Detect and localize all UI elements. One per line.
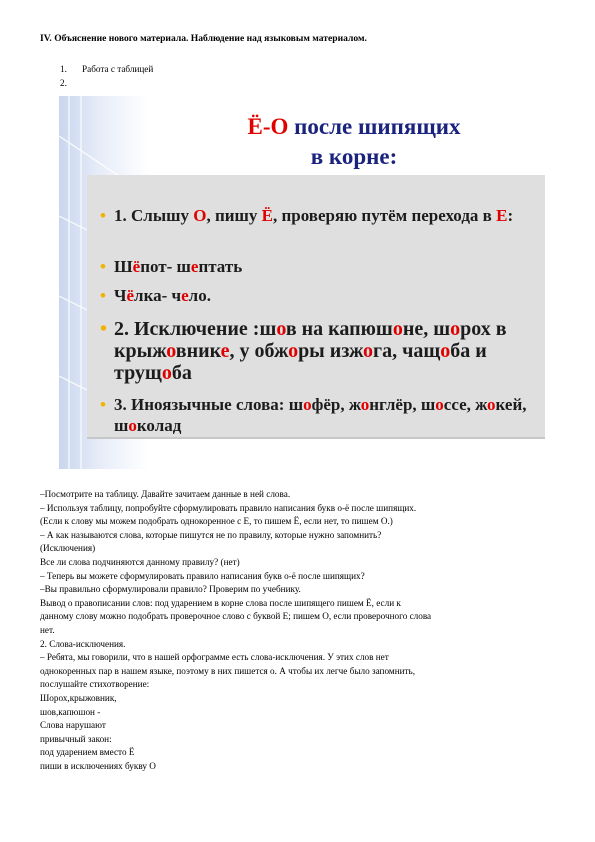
numbered-list [60, 62, 153, 90]
lesson-text [40, 488, 555, 773]
slide-title: Ё-О после шипящих в корне: [247, 114, 461, 169]
bullet-item: • 2. Исключение :шов на капюшоне, шорох в крыжовнике, у обжоры изжога, чащоба и трущоба [100, 318, 507, 384]
bullet-icon: • [100, 286, 106, 305]
bullet-icon: • [100, 395, 106, 414]
text-line: –Посмотрите на таблицу. Давайте зачитаем данные в ней слова. [40, 489, 291, 499]
text-line: (Исключения) [40, 543, 96, 554]
bullet-item: • 1. Слышу О, пишу Ё, проверяю путём перехода в Е: [100, 206, 514, 225]
bullet-icon: • [100, 318, 108, 340]
text-line: – Ребята, мы говорили, что в нашей орфограмме есть слова-исключения. У этих слов нет [40, 652, 389, 663]
bullet-item: • Чёлка- чело. [100, 286, 211, 305]
text-line: под ударением вместо Ё [40, 747, 135, 758]
text-line: нет. [40, 624, 55, 635]
rules-panel [87, 175, 545, 439]
text-line: шов,капюшон - [40, 706, 101, 717]
text-line: однокоренных пар в нашем языке, поэтому в них пишется о. А чтобы их легче было запомнить, [40, 665, 416, 676]
text-line: Вывод о правописании слов: под ударением в корне слова после шипящего пишем Ё, если к [40, 597, 401, 608]
text-line: – Теперь вы можете сформулировать правило написания букв о-ё после шипящих? [40, 570, 365, 581]
bullet-item: • 3. Иноязычные слова: шофёр, жонглёр, шоссе, жокей, шоколад [100, 395, 527, 435]
list-item: 2. [60, 78, 67, 88]
text-line: Все ли слова подчиняются данному правилу? (нет) [40, 556, 240, 567]
text-line: – Используя таблицу, попробуйте сформулировать правило написания букв о-ё после шипящих. [40, 502, 417, 513]
text-line: привычный закон: [40, 733, 112, 744]
list-item: 1. Работа с таблицей [60, 64, 154, 74]
text-line: послушайте стихотворение: [40, 679, 150, 690]
text-line: –Вы правильно сформулировали правило? Проверим по учебнику. [40, 584, 301, 595]
text-line: Слова нарушают [40, 720, 106, 731]
text-line: – А как называются слова, которые пишутся не по правилу, которые нужно запомнить? [40, 529, 382, 540]
text-line: 2. Слова-исключения. [40, 638, 126, 649]
text-line: пиши в исключениях букву О [40, 760, 156, 771]
text-line: Шорох,крыжовник, [40, 692, 117, 703]
presentation-slide [59, 96, 549, 469]
text-line: данному слову можно подобрать проверочное слово с буквой Е; пишем О, если проверочного слова [40, 611, 432, 622]
section-heading: IV. Объяснение нового материала. Наблюдение над языковым материалом. [40, 33, 367, 44]
bullet-icon: • [100, 206, 106, 225]
text-line: (Если к слову мы можем подобрать однокоренное с Е, то пишем Ё, если нет, то пишем О.) [40, 516, 393, 527]
bullet-item: • Шёпот- шептать [100, 257, 243, 276]
bullet-icon: • [100, 257, 106, 276]
